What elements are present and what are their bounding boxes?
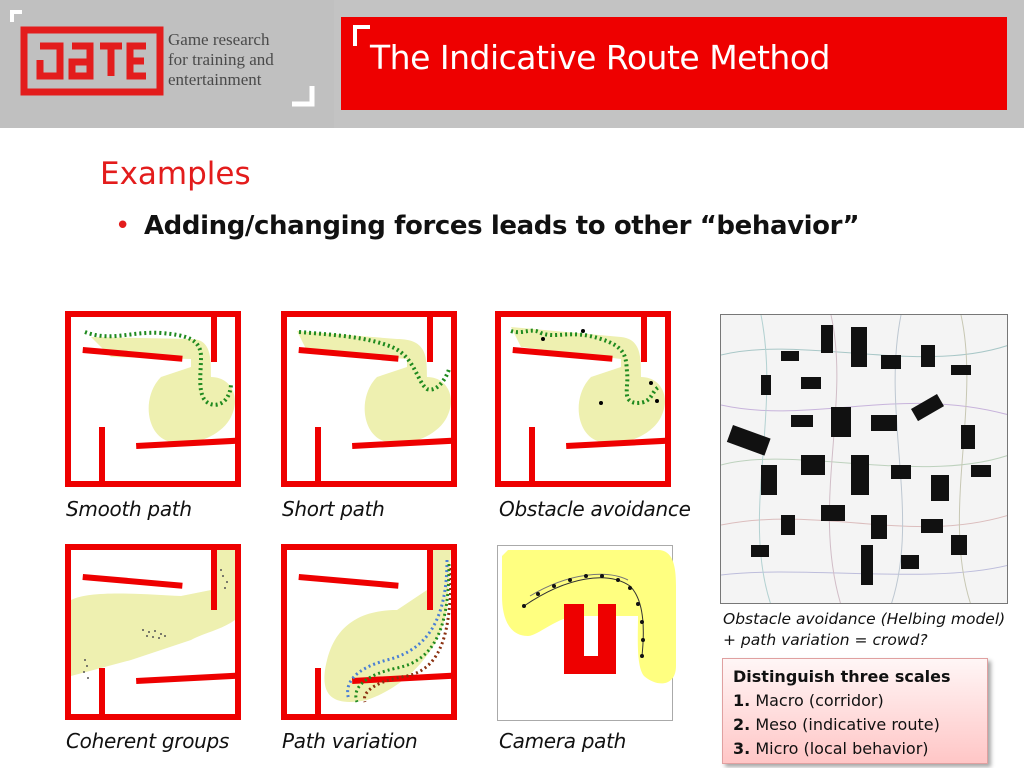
obstacle-avoidance-diagram <box>501 317 665 481</box>
logo-tagline-line: Game research <box>168 30 270 49</box>
panel-coherent-groups <box>65 544 241 720</box>
crowd-simulation-image <box>720 314 1008 604</box>
smooth-path-diagram <box>71 317 235 481</box>
crowd-caption-line: + path variation = crowd? <box>723 631 928 649</box>
scales-item-number: 1. <box>733 691 751 710</box>
short-path-diagram <box>287 317 451 481</box>
panel-camera-path <box>497 545 673 721</box>
caption-obstacle-avoidance: Obstacle avoidance <box>499 497 691 521</box>
camera-path-diagram <box>498 546 680 728</box>
logo-tagline <box>168 30 274 90</box>
scales-item <box>733 689 977 713</box>
logo-tagline-line: entertainment <box>168 70 262 89</box>
scales-item-number: 3. <box>733 739 751 758</box>
panel-short-path <box>281 311 457 487</box>
panel-obstacle-avoidance <box>495 311 671 487</box>
panel-smooth-path <box>65 311 241 487</box>
crowd-caption <box>723 609 1005 651</box>
scales-callout <box>722 658 988 764</box>
bullet-point <box>115 211 859 241</box>
scales-title: Distinguish three scales <box>733 667 951 686</box>
caption-smooth-path: Smooth path <box>66 497 192 521</box>
gate-logo <box>0 0 334 128</box>
path-variation-diagram <box>287 550 451 714</box>
caption-coherent-groups: Coherent groups <box>66 729 230 753</box>
scales-item-number: 2. <box>733 715 751 734</box>
caption-short-path: Short path <box>282 497 385 521</box>
section-heading: Examples <box>100 156 251 192</box>
scales-item <box>733 713 977 737</box>
caption-path-variation: Path variation <box>282 729 418 753</box>
logo-area <box>0 0 334 128</box>
title-corner-bracket <box>352 24 372 48</box>
bullet-dot-icon: • <box>115 211 130 241</box>
scales-item <box>733 737 977 761</box>
scales-item-text: Macro (corridor) <box>755 691 884 710</box>
crowd-caption-line: Obstacle avoidance (Helbing model) <box>723 610 1006 628</box>
logo-tagline-line: for training and <box>168 50 274 69</box>
caption-camera-path: Camera path <box>499 729 627 753</box>
page-title: The Indicative Route Method <box>370 38 830 77</box>
scales-item-text: Micro (local behavior) <box>755 739 929 758</box>
scales-item-text: Meso (indicative route) <box>755 715 940 734</box>
panel-path-variation <box>281 544 457 720</box>
coherent-groups-diagram <box>71 550 235 714</box>
crowd-map <box>721 315 1008 604</box>
bullet-text: Adding/changing forces leads to other “behavior” <box>143 211 860 241</box>
